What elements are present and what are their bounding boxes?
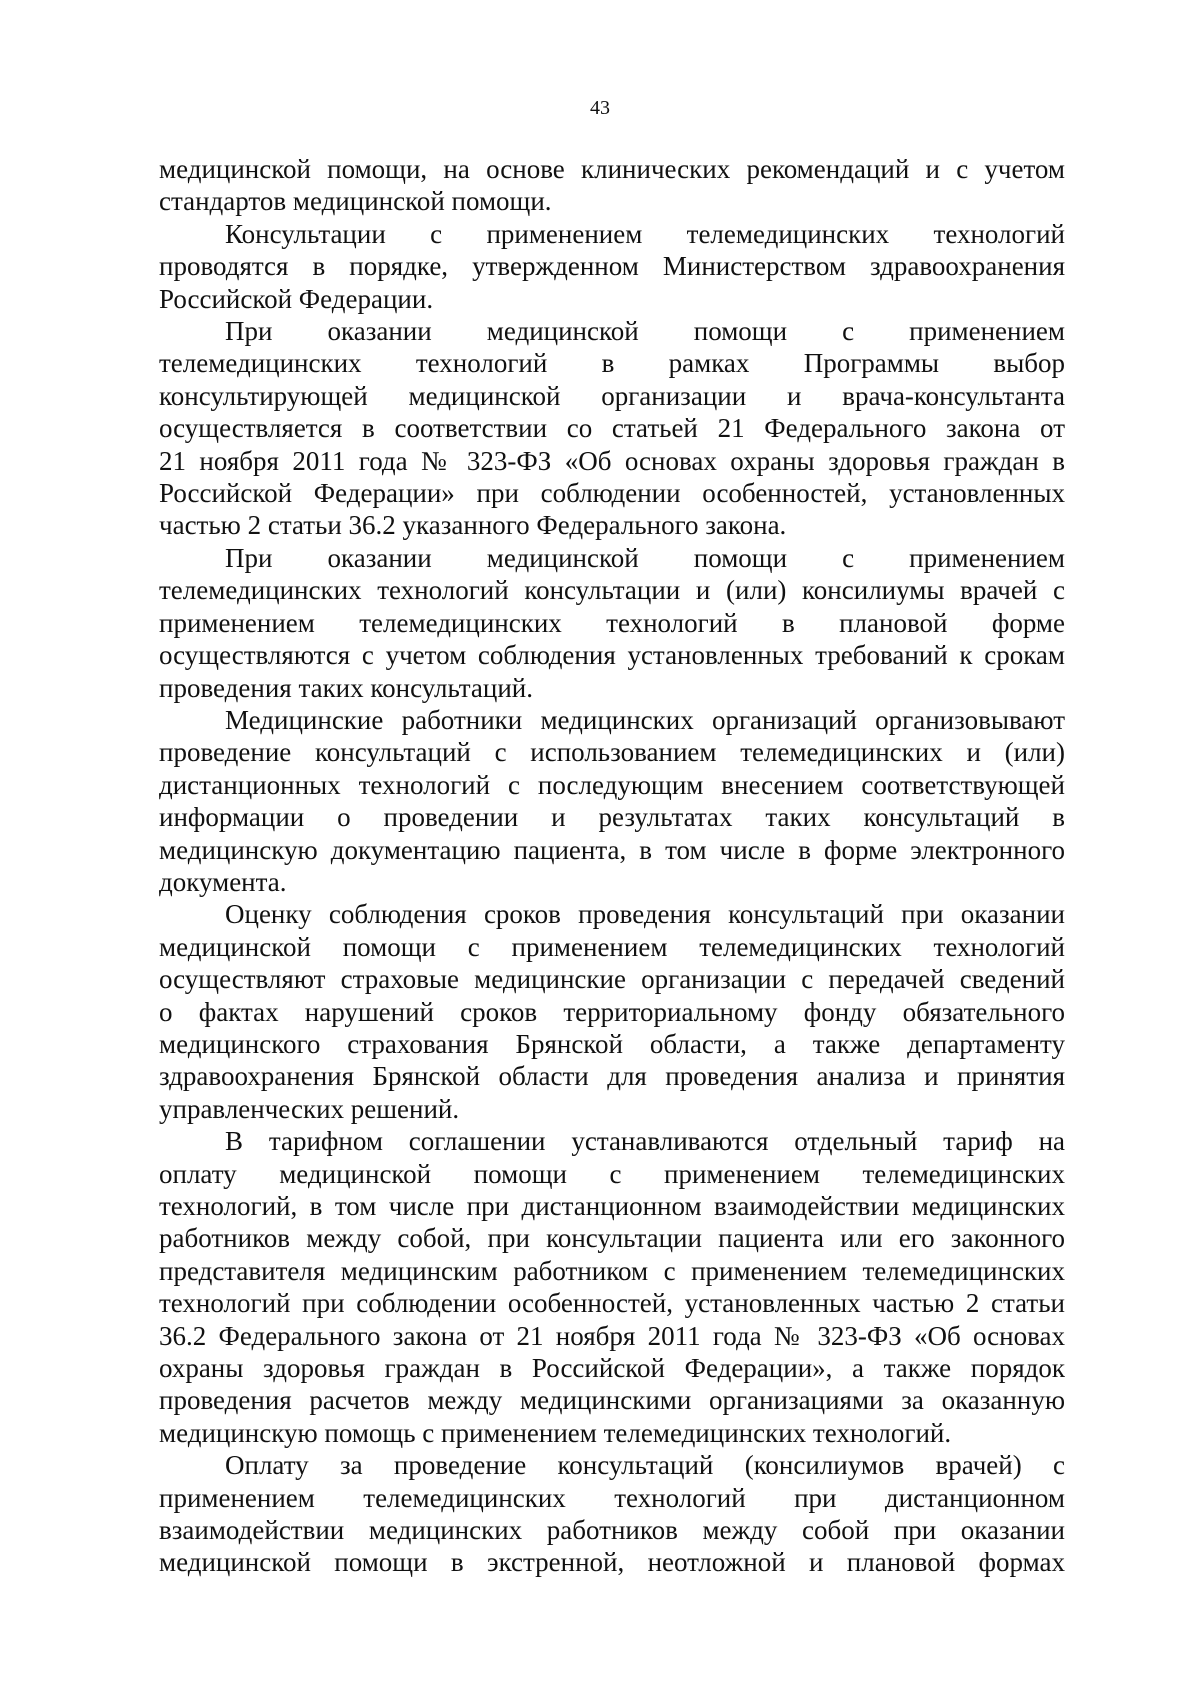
text-line: технологий при соблюдении особенностей, установленных частью 2 статьи (159, 1288, 1065, 1319)
text-line: медицинского страхования Брянской области, а также департаменту (159, 1028, 1065, 1059)
text-line: дистанционных технологий с последующим внесением соответствующей (159, 769, 1065, 800)
text-line: Медицинские работники медицинских организаций организовывают (225, 704, 1065, 735)
paragraph (159, 898, 1065, 1125)
document-body (159, 153, 1065, 1579)
text-line: охраны здоровья граждан в Российской Федерации», а также порядок (159, 1353, 1065, 1384)
text-line: медицинскую помощь с применением телемедицинских технологий. (159, 1417, 952, 1448)
text-line: осуществляют страховые медицинские организации с передачей сведений (159, 964, 1065, 995)
text-line: информации о проведении и результатах таких консультаций в (159, 802, 1065, 833)
text-line: работников между собой, при консультации пациента или его законного (159, 1223, 1065, 1254)
text-line: Российской Федерации. (159, 283, 434, 314)
paragraph (159, 315, 1065, 542)
text-line: медицинской помощи, на основе клинических рекомендаций и с учетом (159, 154, 1065, 184)
text-line: документа. (159, 866, 287, 897)
paragraph (159, 218, 1065, 315)
paragraph (159, 704, 1065, 898)
text-line: проведения расчетов между медицинскими организациями за оказанную (159, 1385, 1065, 1416)
text-line: Российской Федерации» при соблюдении особенностей, установленных (159, 478, 1065, 509)
text-line: применением телемедицинских технологий в плановой форме (159, 607, 1065, 638)
text-line: управленческих решений. (159, 1093, 460, 1124)
text-line: применением телемедицинских технологий при дистанционном (159, 1482, 1065, 1513)
text-line: 21 ноября 2011 года № 323-ФЗ «Об основах охраны здоровья граждан в (159, 445, 1065, 476)
text-line: При оказании медицинской помощи с применением (225, 542, 1065, 573)
text-line: оплату медицинской помощи с применением телемедицинских (159, 1158, 1065, 1189)
text-line: медицинской помощи с применением телемедицинских технологий (159, 931, 1065, 962)
text-line: медицинской помощи в экстренной, неотложной и плановой формах (159, 1547, 1065, 1578)
text-line: телемедицинских технологий в рамках Программы выбор (159, 348, 1065, 379)
text-line: Оценку соблюдения сроков проведения консультаций при оказании (225, 899, 1065, 930)
text-line: взаимодействии медицинских работников между собой при оказании (159, 1515, 1065, 1546)
text-line: проведение консультаций с использованием телемедицинских и (или) (159, 737, 1065, 768)
text-line: осуществляется в соответствии со статьей 21 Федерального закона от (159, 413, 1065, 444)
paragraph (159, 1125, 1065, 1449)
text-line: телемедицинских технологий консультации и (или) консилиумы врачей с (159, 575, 1065, 606)
text-line: Консультации с применением телемедицинских технологий (225, 218, 1065, 249)
text-line: В тарифном соглашении устанавливаются отдельный тариф на (225, 1126, 1065, 1157)
paragraph (159, 1449, 1065, 1579)
text-line: здравоохранения Брянской области для проведения анализа и принятия (159, 1061, 1065, 1092)
page-number: 43 (590, 97, 610, 119)
text-line: проведения таких консультаций. (159, 672, 533, 703)
text-line: представителя медицинским работником с применением телемедицинских (159, 1255, 1065, 1286)
text-line: о фактах нарушений сроков территориальному фонду обязательного (159, 996, 1065, 1027)
text-line: При оказании медицинской помощи с применением (225, 316, 1065, 347)
text-line: проводятся в порядке, утвержденном Министерством здравоохранения (159, 251, 1065, 282)
text-line: медицинскую документацию пациента, в том числе в форме электронного (159, 834, 1065, 865)
text-line: консультирующей медицинской организации и врача-консультанта (159, 380, 1065, 411)
paragraph (159, 153, 1065, 218)
paragraph (159, 542, 1065, 704)
text-line: осуществляются с учетом соблюдения установленных требований к срокам (159, 640, 1065, 671)
text-line: частью 2 статьи 36.2 указанного Федерального закона. (159, 510, 787, 541)
text-line: 36.2 Федерального закона от 21 ноября 2011 года № 323-ФЗ «Об основах (159, 1320, 1065, 1351)
text-line: технологий, в том числе при дистанционном взаимодействии медицинских (159, 1191, 1065, 1221)
text-line: Оплату за проведение консультаций (консилиумов врачей) с (225, 1450, 1065, 1481)
text-line: стандартов медицинской помощи. (159, 186, 552, 217)
